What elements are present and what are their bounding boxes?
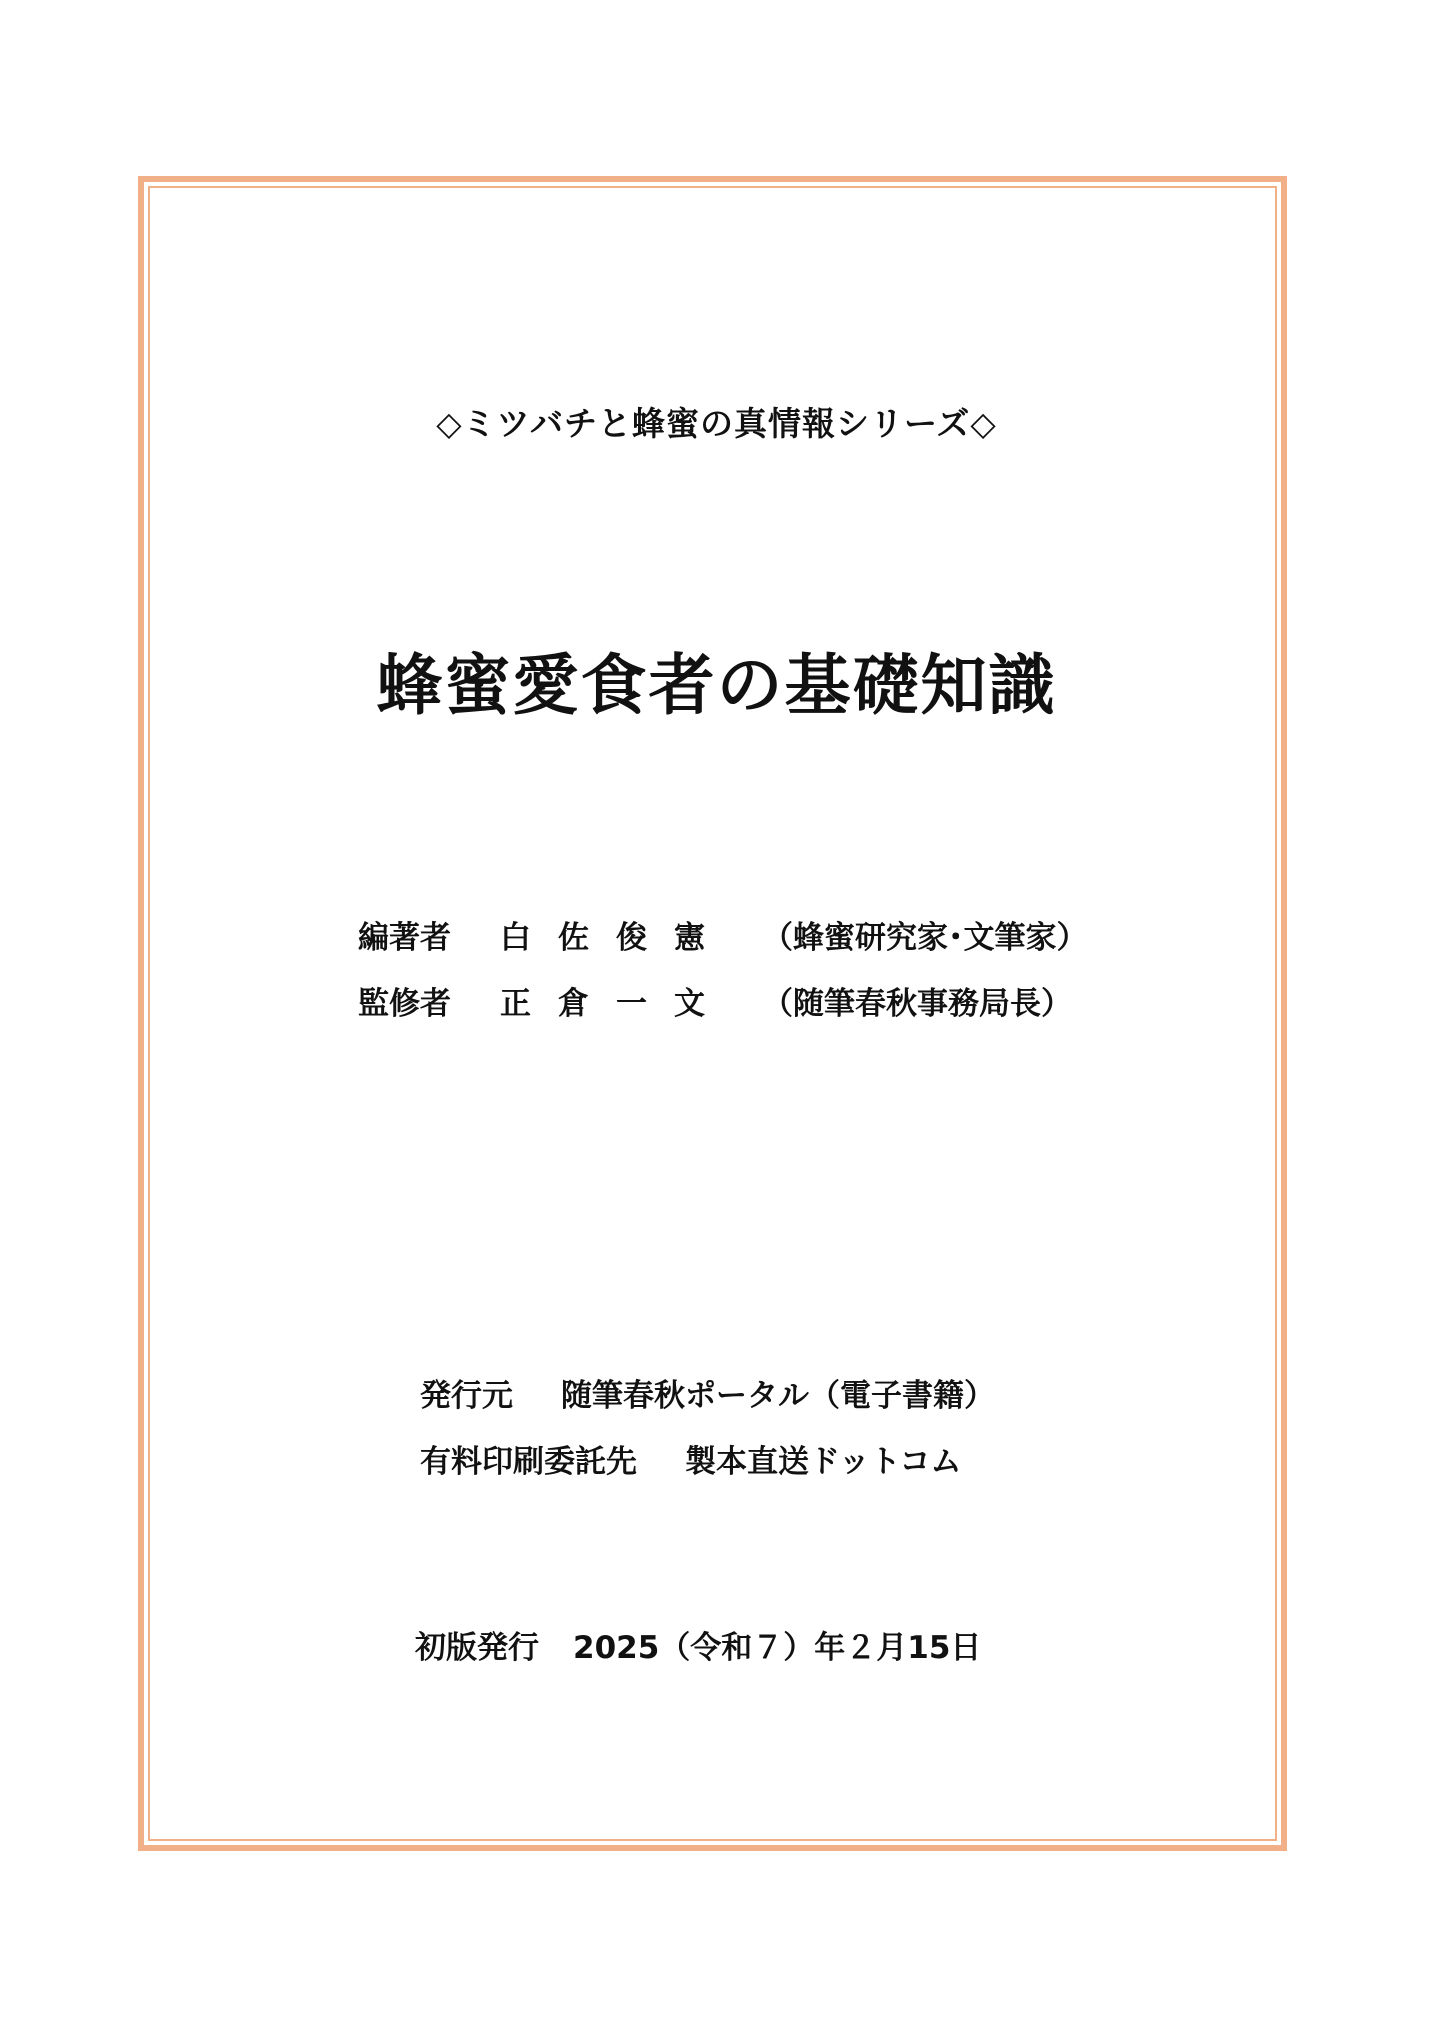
edition-label: 初版発行: [415, 1630, 539, 1666]
credit-affiliation: （蜂蜜研究家･文筆家）: [762, 920, 1088, 956]
edition-row: [415, 1622, 981, 1667]
credit-affiliation: （随筆春秋事務局長）: [762, 986, 1072, 1022]
publisher-label: 発行元: [420, 1378, 513, 1414]
printer-label: 有料印刷委託先: [420, 1444, 637, 1480]
printer-value: 製本直送ドットコム: [685, 1444, 962, 1480]
credit-row-supervisor: [358, 978, 1072, 1023]
credit-name: 正倉一文: [500, 986, 732, 1022]
credit-name: 白佐俊憲: [500, 920, 732, 956]
printer-row: [420, 1436, 962, 1481]
credit-role: 監修者: [358, 986, 451, 1022]
edition-date: 2025（令和７）年２月15日: [573, 1630, 982, 1666]
publisher-row: [420, 1370, 995, 1415]
book-title: 蜂蜜愛食者の基礎知識: [376, 647, 1057, 724]
series-title: ◇ミツバチと蜂蜜の真情報シリーズ◇: [436, 404, 997, 443]
publisher-value: 随筆春秋ポータル（電子書籍）: [561, 1378, 995, 1414]
credit-role: 編著者: [358, 920, 451, 956]
credit-row-author: [358, 912, 1088, 957]
